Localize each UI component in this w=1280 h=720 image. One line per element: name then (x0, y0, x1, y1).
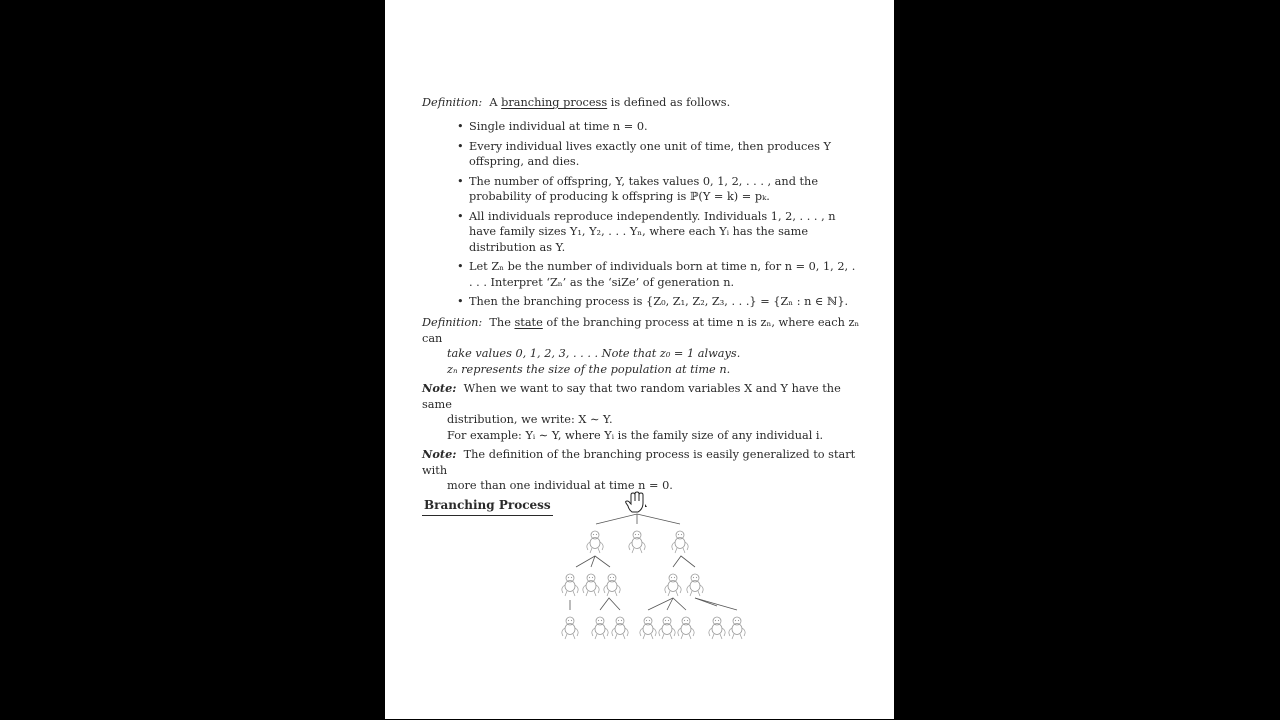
definition-line1-rest: of the branching process at time n is zₙ, where each zₙ can (422, 316, 860, 345)
list-item: • All individuals reproduce independently. Individuals 1, 2, . . . , n have family sizes Y₁, Y₂, . . . Yₙ, where each Yᵢ has the same distribution as Y. (455, 209, 860, 256)
definition-line: take values 0, 1, 2, 3, . . . . Note that z₀ = 1 always. (447, 347, 741, 360)
note-line: The definition of the branching process is easily generalized to start with (422, 448, 856, 477)
bullet-list (455, 119, 860, 314)
definition-pre: The (489, 316, 511, 329)
individual-icon (587, 531, 603, 553)
definition-branching-process (422, 95, 860, 111)
individual-icon (612, 617, 628, 639)
tree-edge (648, 598, 686, 610)
individual-icon (709, 617, 725, 639)
document-page (385, 0, 894, 719)
individual-icon (640, 617, 656, 639)
tree-nodes (562, 531, 745, 639)
note-label: Note: (422, 447, 457, 461)
individual-icon (659, 617, 675, 639)
individual-icon (665, 574, 681, 596)
list-item: • Every individual lives exactly one unit of time, then produces Y offspring, and dies. (455, 139, 860, 170)
note-line: When we want to say that two random variables X and Y have the same (422, 382, 841, 411)
hand-cursor-icon (626, 492, 647, 512)
tree-edge (695, 598, 737, 610)
list-item: • Let Zₙ be the number of individuals born at time n, for n = 0, 1, 2, . . . . Interpret ‘Zₙ’ as the ‘siZe’ of generation n. (455, 259, 860, 290)
list-item: • Single individual at time n = 0. (455, 119, 860, 135)
definition-label: Definition: (422, 316, 483, 329)
individual-icon (687, 574, 703, 596)
note-line: distribution, we write: X ∼ Y. (447, 413, 613, 426)
tree-edge (600, 598, 620, 610)
definition-state (422, 315, 860, 377)
section-title: Branching Process (422, 498, 553, 516)
individual-icon (592, 617, 608, 639)
definition-post: is defined as follows. (610, 96, 731, 109)
individual-icon (678, 617, 694, 639)
individual-icon (672, 531, 688, 553)
definition-term: state (514, 316, 543, 329)
definition-label: Definition: (422, 96, 483, 109)
note-line: more than one individual at time n = 0. (447, 479, 673, 492)
tree-edges (570, 514, 737, 610)
individual-icon (729, 617, 745, 639)
definition-line: zₙ represents the size of the population at time n. (447, 362, 731, 376)
tree-edge (596, 514, 680, 524)
list-item: • Then the branching process is {Z₀, Z₁, Z₂, Z₃, . . .} = {Zₙ : n ∈ ℕ}. (455, 294, 860, 310)
individual-icon (562, 574, 578, 596)
tree-edge (673, 556, 695, 567)
individual-icon (562, 617, 578, 639)
branching-tree-diagram (545, 486, 795, 656)
note-label: Note: (422, 381, 457, 395)
individual-icon (583, 574, 599, 596)
note-line: For example: Yᵢ ∼ Y, where Yᵢ is the family size of any individual i. (447, 428, 824, 442)
definition-term: branching process (501, 96, 608, 109)
individual-icon (604, 574, 620, 596)
note-distribution (422, 381, 860, 443)
definition-pre: A (489, 96, 498, 109)
individual-icon (629, 531, 645, 553)
list-item: • The number of offspring, Y, takes values 0, 1, 2, . . . , and the probability of producing k offspring is ℙ(Y = k) = pₖ. (455, 174, 860, 205)
